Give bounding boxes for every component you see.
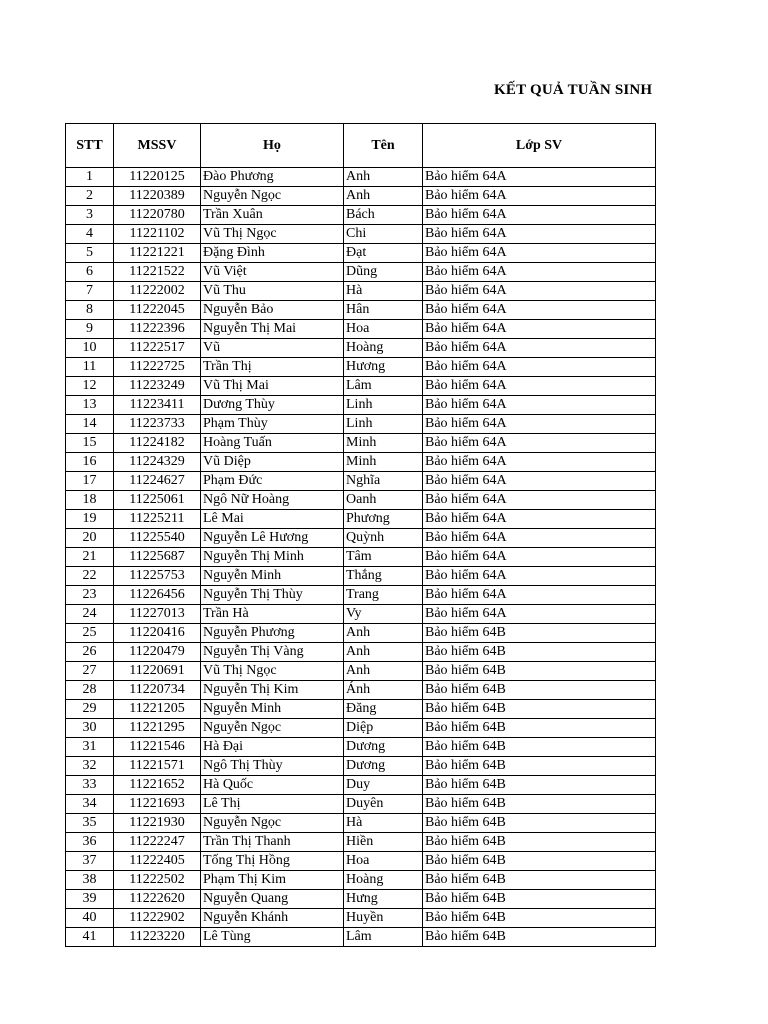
cell-stt: 12 [66, 377, 114, 396]
cell-ten: Linh [344, 396, 423, 415]
cell-lop: Bảo hiểm 64A [423, 244, 656, 263]
cell-lop: Bảo hiểm 64B [423, 776, 656, 795]
cell-mssv: 11220734 [114, 681, 201, 700]
cell-ten: Hiền [344, 833, 423, 852]
table-row [66, 757, 656, 776]
cell-ho: Nguyễn Thị Vàng [201, 643, 344, 662]
cell-ho: Nguyễn Thị Mai [201, 320, 344, 339]
cell-mssv: 11221221 [114, 244, 201, 263]
table-row [66, 453, 656, 472]
cell-mssv: 11222620 [114, 890, 201, 909]
table-row [66, 434, 656, 453]
cell-lop: Bảo hiểm 64B [423, 719, 656, 738]
cell-stt: 17 [66, 472, 114, 491]
cell-ten: Ánh [344, 681, 423, 700]
cell-ten: Diệp [344, 719, 423, 738]
cell-stt: 21 [66, 548, 114, 567]
cell-ten: Huyền [344, 909, 423, 928]
cell-stt: 40 [66, 909, 114, 928]
cell-stt: 18 [66, 491, 114, 510]
cell-ho: Trần Hà [201, 605, 344, 624]
cell-stt: 8 [66, 301, 114, 320]
table-row [66, 491, 656, 510]
cell-mssv: 11220125 [114, 168, 201, 187]
cell-lop: Bảo hiểm 64A [423, 377, 656, 396]
table-row [66, 263, 656, 282]
cell-mssv: 11220416 [114, 624, 201, 643]
cell-ho: Nguyễn Thị Kim [201, 681, 344, 700]
cell-ho: Dương Thùy [201, 396, 344, 415]
cell-ten: Anh [344, 624, 423, 643]
table-row [66, 928, 656, 947]
cell-stt: 27 [66, 662, 114, 681]
cell-ten: Lâm [344, 377, 423, 396]
cell-ho: Hoàng Tuấn [201, 434, 344, 453]
cell-mssv: 11223220 [114, 928, 201, 947]
cell-ho: Lê Tùng [201, 928, 344, 947]
cell-stt: 23 [66, 586, 114, 605]
cell-stt: 38 [66, 871, 114, 890]
cell-ho: Vũ [201, 339, 344, 358]
cell-mssv: 11224182 [114, 434, 201, 453]
cell-ten: Thắng [344, 567, 423, 586]
table-row [66, 833, 656, 852]
document-title: KẾT QUẢ TUẦN SINH [494, 82, 653, 98]
cell-mssv: 11221693 [114, 795, 201, 814]
cell-stt: 24 [66, 605, 114, 624]
table-row [66, 814, 656, 833]
cell-lop: Bảo hiểm 64B [423, 662, 656, 681]
cell-lop: Bảo hiểm 64A [423, 491, 656, 510]
cell-stt: 22 [66, 567, 114, 586]
cell-lop: Bảo hiểm 64B [423, 757, 656, 776]
cell-ho: Phạm Đức [201, 472, 344, 491]
cell-ten: Trang [344, 586, 423, 605]
cell-stt: 13 [66, 396, 114, 415]
cell-stt: 3 [66, 206, 114, 225]
table-row [66, 358, 656, 377]
table-row [66, 282, 656, 301]
cell-ten: Dương [344, 757, 423, 776]
header-stt: STT [66, 124, 114, 168]
cell-ten: Vy [344, 605, 423, 624]
cell-stt: 19 [66, 510, 114, 529]
table-row [66, 700, 656, 719]
cell-mssv: 11221930 [114, 814, 201, 833]
cell-lop: Bảo hiểm 64B [423, 795, 656, 814]
cell-lop: Bảo hiểm 64A [423, 358, 656, 377]
cell-ten: Hoa [344, 320, 423, 339]
cell-lop: Bảo hiểm 64A [423, 567, 656, 586]
cell-ten: Duy [344, 776, 423, 795]
cell-ten: Dương [344, 738, 423, 757]
cell-lop: Bảo hiểm 64B [423, 833, 656, 852]
cell-lop: Bảo hiểm 64B [423, 890, 656, 909]
cell-ho: Nguyễn Phương [201, 624, 344, 643]
table-row [66, 719, 656, 738]
table-header-row [66, 124, 656, 168]
cell-mssv: 11220691 [114, 662, 201, 681]
table-row [66, 605, 656, 624]
cell-stt: 9 [66, 320, 114, 339]
cell-ten: Hoàng [344, 339, 423, 358]
table-row [66, 510, 656, 529]
table-row [66, 472, 656, 491]
cell-stt: 31 [66, 738, 114, 757]
cell-mssv: 11221522 [114, 263, 201, 282]
cell-stt: 41 [66, 928, 114, 947]
cell-lop: Bảo hiểm 64A [423, 206, 656, 225]
cell-ten: Chi [344, 225, 423, 244]
cell-lop: Bảo hiểm 64B [423, 852, 656, 871]
cell-ten: Hà [344, 814, 423, 833]
cell-lop: Bảo hiểm 64B [423, 643, 656, 662]
table-row [66, 244, 656, 263]
cell-lop: Bảo hiểm 64B [423, 700, 656, 719]
cell-mssv: 11225061 [114, 491, 201, 510]
cell-ten: Lâm [344, 928, 423, 947]
cell-lop: Bảo hiểm 64B [423, 909, 656, 928]
cell-mssv: 11222902 [114, 909, 201, 928]
cell-ho: Phạm Thùy [201, 415, 344, 434]
cell-ten: Anh [344, 168, 423, 187]
cell-ho: Vũ Thị Ngọc [201, 225, 344, 244]
cell-lop: Bảo hiểm 64A [423, 301, 656, 320]
cell-lop: Bảo hiểm 64B [423, 624, 656, 643]
cell-ho: Đặng Đình [201, 244, 344, 263]
table-row [66, 852, 656, 871]
cell-lop: Bảo hiểm 64A [423, 263, 656, 282]
cell-lop: Bảo hiểm 64A [423, 225, 656, 244]
table-row [66, 529, 656, 548]
cell-ho: Tống Thị Hồng [201, 852, 344, 871]
cell-stt: 6 [66, 263, 114, 282]
cell-mssv: 11223249 [114, 377, 201, 396]
cell-lop: Bảo hiểm 64A [423, 320, 656, 339]
cell-ho: Trần Xuân [201, 206, 344, 225]
cell-ho: Nguyễn Minh [201, 567, 344, 586]
cell-ten: Đạt [344, 244, 423, 263]
cell-lop: Bảo hiểm 64A [423, 339, 656, 358]
table-row [66, 415, 656, 434]
cell-ten: Hương [344, 358, 423, 377]
cell-ho: Lê Mai [201, 510, 344, 529]
cell-ten: Dũng [344, 263, 423, 282]
table-row [66, 738, 656, 757]
cell-ten: Quỳnh [344, 529, 423, 548]
table-row [66, 871, 656, 890]
cell-mssv: 11223733 [114, 415, 201, 434]
cell-mssv: 11226456 [114, 586, 201, 605]
table-row [66, 225, 656, 244]
cell-stt: 10 [66, 339, 114, 358]
cell-stt: 5 [66, 244, 114, 263]
header-ten: Tên [344, 124, 423, 168]
cell-ho: Hà Đại [201, 738, 344, 757]
table-row [66, 168, 656, 187]
cell-mssv: 11220479 [114, 643, 201, 662]
cell-ten: Anh [344, 662, 423, 681]
cell-ten: Hưng [344, 890, 423, 909]
cell-stt: 25 [66, 624, 114, 643]
cell-ten: Phương [344, 510, 423, 529]
cell-ten: Bách [344, 206, 423, 225]
cell-mssv: 11227013 [114, 605, 201, 624]
cell-stt: 16 [66, 453, 114, 472]
cell-ho: Vũ Thị Ngọc [201, 662, 344, 681]
cell-mssv: 11222247 [114, 833, 201, 852]
cell-lop: Bảo hiểm 64A [423, 453, 656, 472]
cell-ho: Nguyễn Ngọc [201, 719, 344, 738]
cell-stt: 32 [66, 757, 114, 776]
cell-stt: 33 [66, 776, 114, 795]
cell-stt: 4 [66, 225, 114, 244]
cell-mssv: 11222045 [114, 301, 201, 320]
cell-ten: Hà [344, 282, 423, 301]
cell-lop: Bảo hiểm 64A [423, 434, 656, 453]
cell-ten: Minh [344, 434, 423, 453]
cell-lop: Bảo hiểm 64B [423, 738, 656, 757]
cell-mssv: 11225687 [114, 548, 201, 567]
cell-ho: Phạm Thị Kim [201, 871, 344, 890]
cell-mssv: 11221102 [114, 225, 201, 244]
cell-ten: Minh [344, 453, 423, 472]
cell-stt: 34 [66, 795, 114, 814]
table-row [66, 206, 656, 225]
cell-lop: Bảo hiểm 64B [423, 681, 656, 700]
cell-ten: Nghĩa [344, 472, 423, 491]
table-row [66, 548, 656, 567]
cell-mssv: 11221652 [114, 776, 201, 795]
cell-lop: Bảo hiểm 64A [423, 396, 656, 415]
cell-mssv: 11225753 [114, 567, 201, 586]
cell-ho: Nguyễn Lê Hương [201, 529, 344, 548]
table-row [66, 909, 656, 928]
cell-ho: Vũ Thị Mai [201, 377, 344, 396]
cell-stt: 35 [66, 814, 114, 833]
table-row [66, 776, 656, 795]
cell-lop: Bảo hiểm 64A [423, 529, 656, 548]
cell-ho: Trần Thị Thanh [201, 833, 344, 852]
cell-lop: Bảo hiểm 64A [423, 586, 656, 605]
cell-ho: Nguyễn Khánh [201, 909, 344, 928]
cell-lop: Bảo hiểm 64A [423, 472, 656, 491]
table-row [66, 339, 656, 358]
cell-mssv: 11221295 [114, 719, 201, 738]
cell-stt: 26 [66, 643, 114, 662]
table-row [66, 586, 656, 605]
table-row [66, 890, 656, 909]
cell-ho: Nguyễn Thị Thùy [201, 586, 344, 605]
cell-stt: 7 [66, 282, 114, 301]
cell-stt: 11 [66, 358, 114, 377]
cell-mssv: 11222725 [114, 358, 201, 377]
table-row [66, 681, 656, 700]
cell-ho: Hà Quốc [201, 776, 344, 795]
cell-lop: Bảo hiểm 64A [423, 415, 656, 434]
cell-stt: 28 [66, 681, 114, 700]
cell-ten: Linh [344, 415, 423, 434]
student-results-table [65, 123, 656, 947]
cell-stt: 14 [66, 415, 114, 434]
cell-ho: Nguyễn Minh [201, 700, 344, 719]
cell-stt: 2 [66, 187, 114, 206]
cell-mssv: 11220780 [114, 206, 201, 225]
cell-lop: Bảo hiểm 64B [423, 928, 656, 947]
cell-stt: 39 [66, 890, 114, 909]
cell-lop: Bảo hiểm 64B [423, 814, 656, 833]
table-row [66, 396, 656, 415]
cell-mssv: 11222396 [114, 320, 201, 339]
cell-mssv: 11222517 [114, 339, 201, 358]
cell-lop: Bảo hiểm 64A [423, 168, 656, 187]
cell-mssv: 11223411 [114, 396, 201, 415]
cell-mssv: 11222002 [114, 282, 201, 301]
cell-lop: Bảo hiểm 64A [423, 510, 656, 529]
cell-stt: 29 [66, 700, 114, 719]
table-row [66, 320, 656, 339]
table-row [66, 377, 656, 396]
table-row [66, 624, 656, 643]
table-body [66, 168, 656, 947]
cell-ten: Anh [344, 187, 423, 206]
cell-ten: Hoa [344, 852, 423, 871]
header-ho: Họ [201, 124, 344, 168]
table-row [66, 662, 656, 681]
header-lop: Lớp SV [423, 124, 656, 168]
cell-ho: Nguyễn Bảo [201, 301, 344, 320]
cell-ho: Trần Thị [201, 358, 344, 377]
cell-mssv: 11224329 [114, 453, 201, 472]
cell-mssv: 11220389 [114, 187, 201, 206]
cell-ho: Nguyễn Quang [201, 890, 344, 909]
cell-ten: Oanh [344, 491, 423, 510]
cell-mssv: 11221205 [114, 700, 201, 719]
cell-ho: Ngô Nữ Hoàng [201, 491, 344, 510]
cell-stt: 1 [66, 168, 114, 187]
cell-mssv: 11221571 [114, 757, 201, 776]
cell-mssv: 11225540 [114, 529, 201, 548]
cell-ten: Duyên [344, 795, 423, 814]
cell-lop: Bảo hiểm 64A [423, 605, 656, 624]
cell-lop: Bảo hiểm 64A [423, 187, 656, 206]
table-row [66, 187, 656, 206]
cell-ho: Lê Thị [201, 795, 344, 814]
cell-stt: 37 [66, 852, 114, 871]
cell-mssv: 11222502 [114, 871, 201, 890]
cell-ho: Vũ Thu [201, 282, 344, 301]
cell-stt: 36 [66, 833, 114, 852]
cell-ten: Hoàng [344, 871, 423, 890]
cell-ho: Vũ Việt [201, 263, 344, 282]
cell-stt: 15 [66, 434, 114, 453]
cell-ten: Hân [344, 301, 423, 320]
cell-stt: 30 [66, 719, 114, 738]
table-row [66, 643, 656, 662]
cell-ho: Nguyễn Thị Minh [201, 548, 344, 567]
cell-mssv: 11222405 [114, 852, 201, 871]
cell-mssv: 11225211 [114, 510, 201, 529]
cell-ten: Anh [344, 643, 423, 662]
cell-ten: Tâm [344, 548, 423, 567]
cell-ho: Đào Phương [201, 168, 344, 187]
cell-mssv: 11224627 [114, 472, 201, 491]
cell-lop: Bảo hiểm 64A [423, 548, 656, 567]
cell-ho: Ngô Thị Thùy [201, 757, 344, 776]
cell-stt: 20 [66, 529, 114, 548]
cell-ten: Đăng [344, 700, 423, 719]
table-row [66, 795, 656, 814]
cell-ho: Nguyễn Ngọc [201, 187, 344, 206]
cell-mssv: 11221546 [114, 738, 201, 757]
cell-lop: Bảo hiểm 64A [423, 282, 656, 301]
cell-ho: Nguyễn Ngọc [201, 814, 344, 833]
table-row [66, 301, 656, 320]
cell-ho: Vũ Diệp [201, 453, 344, 472]
header-mssv: MSSV [114, 124, 201, 168]
cell-lop: Bảo hiểm 64B [423, 871, 656, 890]
table-row [66, 567, 656, 586]
